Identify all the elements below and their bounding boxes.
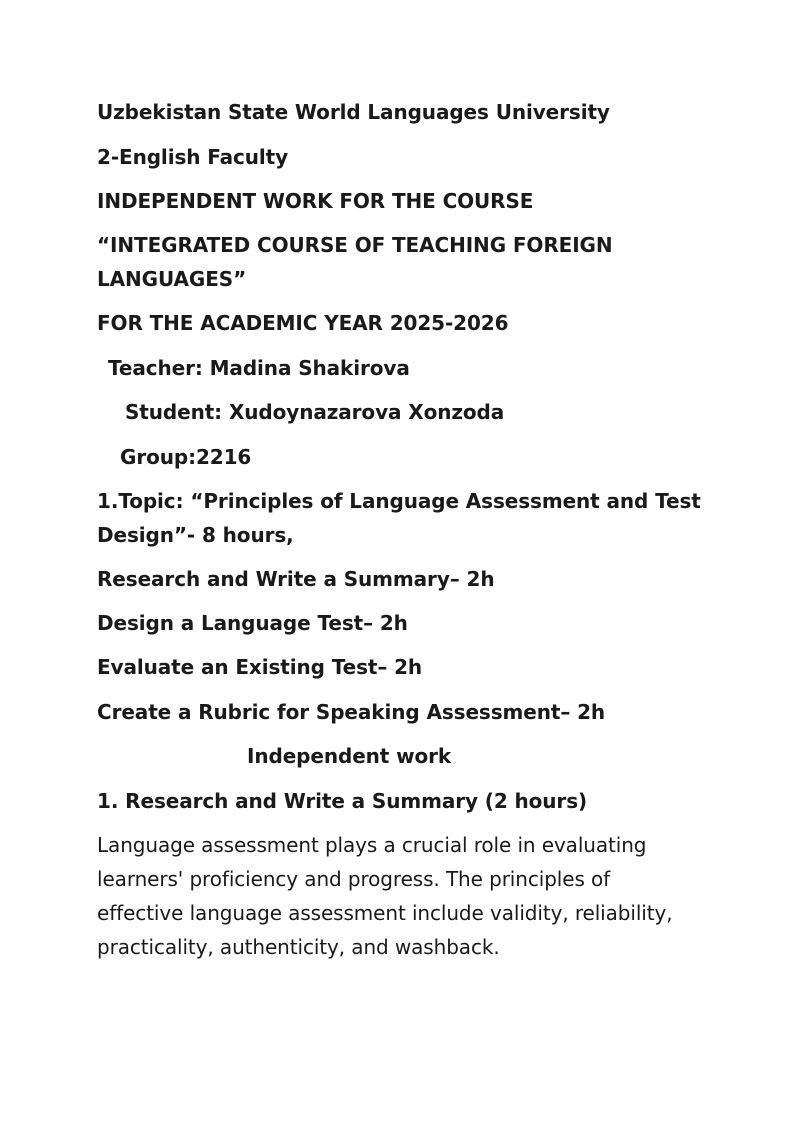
topic-line-1: 1.Topic: “Principles of Language Assessment and Test — [97, 489, 701, 513]
academic-year: FOR THE ACADEMIC YEAR 2025-2026 — [97, 311, 509, 335]
work-title: INDEPENDENT WORK FOR THE COURSE — [97, 189, 534, 213]
task-item-4: Create a Rubric for Speaking Assessment– 2h — [97, 700, 606, 724]
teacher-name: Teacher: Madina Shakirova — [108, 356, 410, 380]
summary-paragraph-line-1: Language assessment plays a crucial role in evaluating — [97, 833, 647, 857]
course-title-line-1: “INTEGRATED COURSE OF TEACHING FOREIGN — [97, 233, 613, 257]
topic-line-2: Design”- 8 hours, — [97, 523, 294, 547]
summary-paragraph-line-4: practicality, authenticity, and washback. — [97, 935, 500, 959]
task-item-3: Evaluate an Existing Test– 2h — [97, 655, 423, 679]
task-item-2: Design a Language Test– 2h — [97, 611, 408, 635]
group-number: Group:2216 — [120, 445, 252, 469]
faculty-name: 2-English Faculty — [97, 145, 289, 169]
summary-paragraph-line-2: learners' proficiency and progress. The principles of — [97, 867, 611, 891]
student-name: Student: Xudoynazarova Xonzoda — [125, 400, 505, 424]
section-heading: Independent work — [247, 744, 452, 768]
subsection-heading: 1. Research and Write a Summary (2 hours) — [97, 789, 588, 813]
task-item-1: Research and Write a Summary– 2h — [97, 567, 495, 591]
course-title-line-2: LANGUAGES” — [97, 267, 247, 291]
university-name: Uzbekistan State World Languages University — [97, 100, 610, 124]
summary-paragraph-line-3: effective language assessment include validity, reliability, — [97, 901, 673, 925]
